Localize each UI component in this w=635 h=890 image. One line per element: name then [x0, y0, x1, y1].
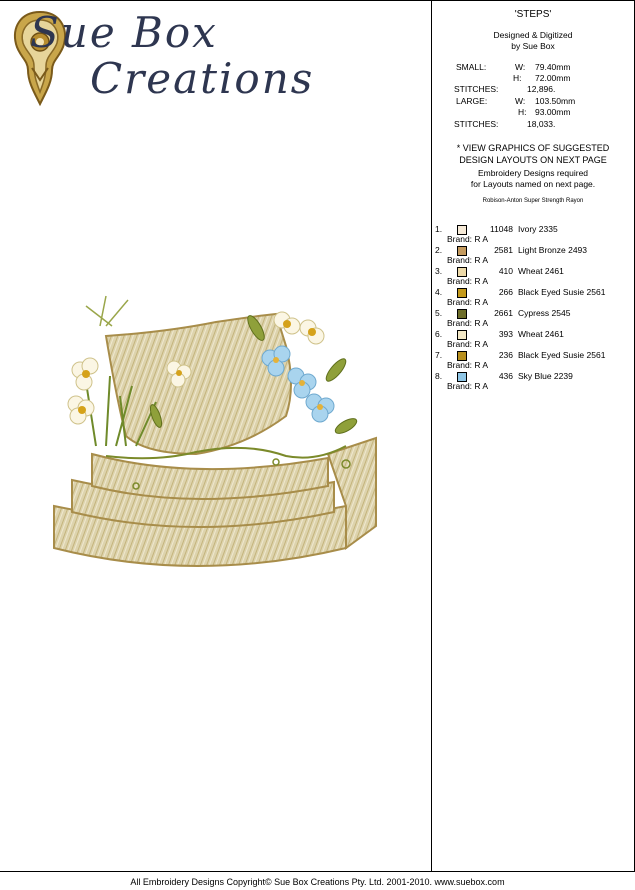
color-code: 266	[498, 287, 513, 297]
color-name: Wheat 2461	[518, 266, 564, 276]
color-name: Black Eyed Susie 2561	[518, 350, 606, 360]
small-w-label: W:	[515, 62, 526, 72]
color-code: 11048	[489, 224, 513, 234]
color-number: 8.	[435, 371, 443, 381]
thread-color-row	[432, 329, 634, 350]
layout-note-line3: Embroidery Designs required	[477, 168, 589, 178]
color-number: 1.	[435, 224, 443, 234]
color-brand: Brand: R A	[447, 318, 489, 328]
thread-color-row	[432, 371, 634, 392]
large-stitches-label: STITCHES:	[454, 119, 499, 129]
color-number: 4.	[435, 287, 443, 297]
logo-text-line1: Sue Box	[30, 8, 218, 57]
layout-note-line1: * VIEW GRAPHICS OF SUGGESTED	[456, 143, 610, 153]
layout-note-line2: DESIGN LAYOUTS ON NEXT PAGE	[459, 155, 607, 165]
color-code: 393	[498, 329, 513, 339]
small-height: 72.00mm	[535, 73, 571, 83]
color-brand: Brand: R A	[447, 360, 489, 370]
column-divider	[431, 0, 432, 872]
small-width: 79.40mm	[535, 62, 571, 72]
large-height: 93.00mm	[535, 107, 571, 117]
color-brand: Brand: R A	[447, 276, 489, 286]
color-number: 2.	[435, 245, 443, 255]
color-number: 5.	[435, 308, 443, 318]
color-name: Wheat 2461	[518, 329, 564, 339]
color-name: Sky Blue 2239	[518, 371, 573, 381]
footer-rule	[0, 871, 635, 872]
thread-color-row	[432, 224, 634, 245]
embroidery-design-image	[46, 286, 386, 586]
small-label: SMALL:	[456, 62, 487, 72]
large-label: LARGE:	[456, 96, 488, 106]
thread-color-row	[432, 287, 634, 308]
color-brand: Brand: R A	[447, 339, 489, 349]
design-title: 'STEPS'	[514, 9, 552, 20]
page-top-border	[0, 0, 635, 1]
small-stitches: 12,896.	[527, 84, 556, 94]
color-number: 7.	[435, 350, 443, 360]
color-number: 3.	[435, 266, 443, 276]
designer-line: by Sue Box	[511, 41, 555, 51]
color-brand: Brand: R A	[447, 234, 489, 244]
large-stitches: 18,033.	[527, 119, 556, 129]
thread-color-list	[432, 224, 634, 392]
color-code: 2581	[494, 245, 513, 255]
brand-logo	[10, 8, 315, 118]
thread-color-row	[432, 245, 634, 266]
designed-line: Designed & Digitized	[493, 30, 573, 40]
small-h-label: H:	[513, 73, 522, 83]
color-code: 436	[498, 371, 513, 381]
logo-text-line2: Creations	[90, 54, 315, 103]
color-brand: Brand: R A	[447, 297, 489, 307]
large-width: 103.50mm	[535, 96, 576, 106]
color-code: 410	[498, 266, 513, 276]
layout-note-line4: for Layouts named on next page.	[470, 179, 596, 189]
color-code: 2661	[494, 308, 513, 318]
color-name: Ivory 2335	[518, 224, 558, 234]
thread-brand-note: Robison-Anton Super Strength Rayon	[482, 198, 584, 204]
color-name: Black Eyed Susie 2561	[518, 287, 606, 297]
color-name: Light Bronze 2493	[518, 245, 587, 255]
large-w-label: W:	[515, 96, 526, 106]
color-name: Cypress 2545	[518, 308, 571, 318]
color-brand: Brand: R A	[447, 255, 489, 265]
thread-color-row	[432, 308, 634, 329]
large-h-label: H:	[518, 107, 527, 117]
small-stitches-label: STITCHES:	[454, 84, 499, 94]
color-brand: Brand: R A	[447, 381, 489, 391]
thread-color-row	[432, 350, 634, 371]
color-code: 236	[498, 350, 513, 360]
color-number: 6.	[435, 329, 443, 339]
thread-color-row	[432, 266, 634, 287]
copyright-footer: All Embroidery Designs Copyright© Sue Box Creations Pty. Ltd. 2001-2010. www.suebox.com	[130, 877, 505, 887]
